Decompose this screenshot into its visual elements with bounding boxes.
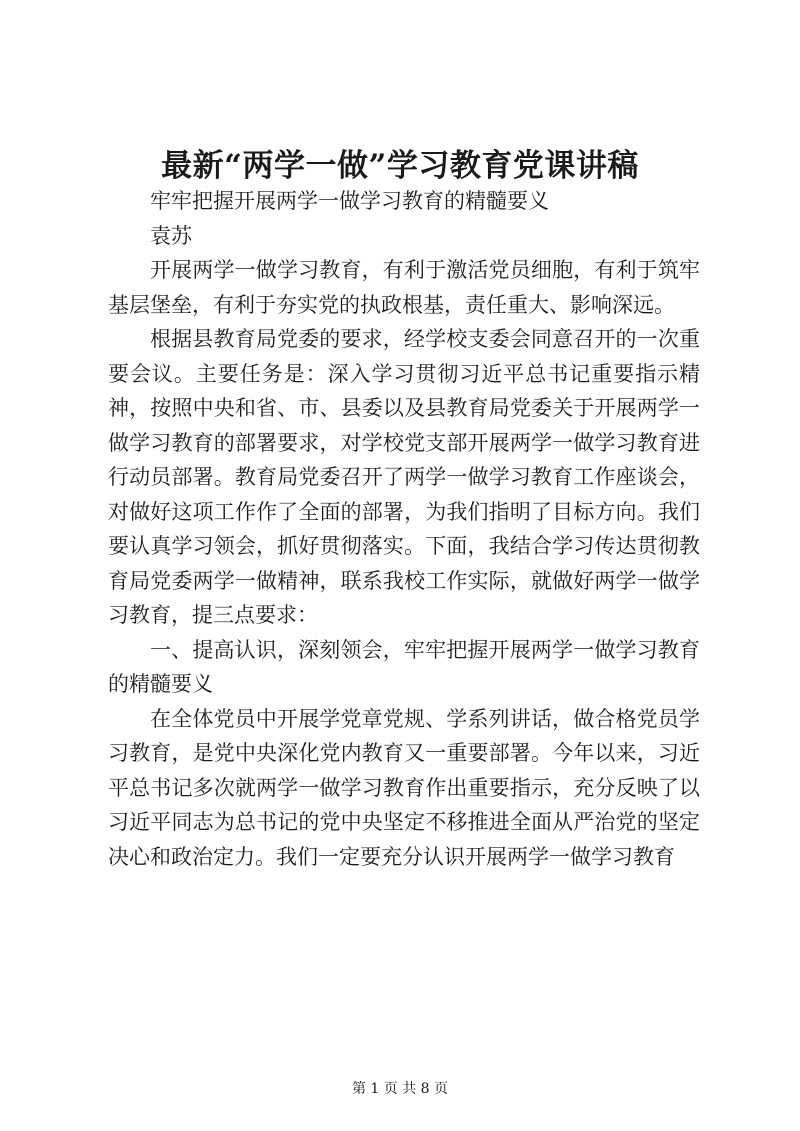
document-title: 最新“两学一做”学习教育党课讲稿 bbox=[161, 148, 639, 184]
author-line: 袁苏 bbox=[150, 223, 192, 248]
body-paragraph: 根据县教育局党委的要求，经学校支委会同意召开的一次重要会议。主要任务是：深入学习贯彻习近平总书记重要指示精神，按照中央和省、市、县委以及县教育局党委关于开展两学一做学习教育的部署要求，对学校党支部开展两学一做学习教育进行动员部署。教育局党委召开了两学一做学习教育工作座谈会，对做好这项工作作了全面的部署，为我们指明了目标方向。我们要认真学习领会，抓好贯彻落实。下面，我结合学习传达贯彻教育局党委两学一做精神，联系我校工作实际，就做好两学一做学习教育，提三点要求： bbox=[108, 327, 700, 627]
document-body bbox=[108, 184, 700, 874]
body-paragraph: 开展两学一做学习教育，有利于激活党员细胞，有利于筑牢基层堡垒，有利于夯实党的执政根基，责任重大、影响深远。 bbox=[108, 258, 700, 317]
section-heading: 一、提高认识，深刻领会，牢牢把握开展两学一做学习教育的精髓要义 bbox=[108, 637, 700, 696]
body-paragraph: 在全体党员中开展学党章党规、学系列讲话，做合格党员学习教育，是党中央深化党内教育又一重要部署。今年以来，习近平总书记多次就两学一做学习教育作出重要指示，充分反映了以习近平同志为总书记的党中央坚定不移推进全面从严治党的坚定决心和政治定力。我们一定要充分认识开展两学一做学习教育 bbox=[108, 706, 700, 869]
page-footer: 第 1 页 共 8 页 bbox=[351, 1081, 449, 1097]
subtitle-paragraph: 牢牢把握开展两学一做学习教育的精髓要义 bbox=[150, 189, 549, 213]
